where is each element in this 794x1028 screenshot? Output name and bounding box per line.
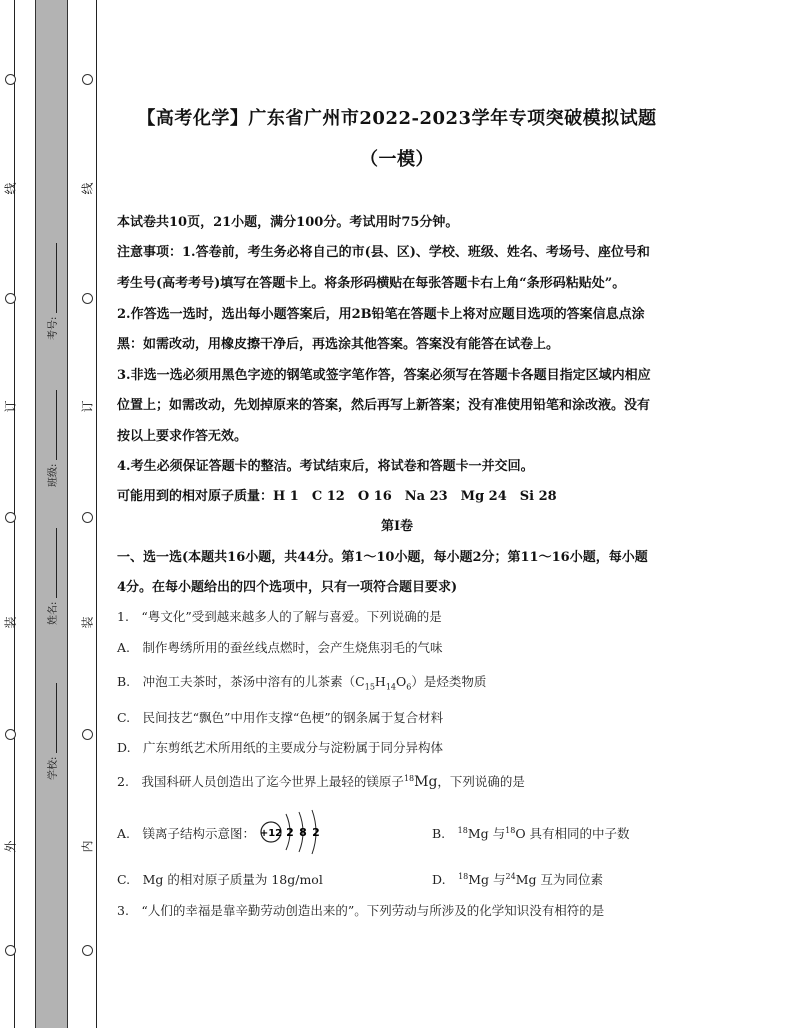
field-underline: [47, 390, 57, 460]
element-symbol: Mg: [414, 774, 438, 790]
shell-electrons: 2: [312, 826, 320, 839]
notes-line: 位置上；如需改动，先划掉原来的答案，然后再写上新答案；没有准使用铅笔和涂改液。没有: [117, 398, 651, 413]
superscript: 18: [458, 871, 469, 881]
stem-text: 2. 我国科研人员创造出了迄今世界上最轻的镁原子: [117, 774, 404, 789]
field-underline: [47, 683, 57, 753]
field-label: 班级:: [48, 463, 59, 487]
margin-char: 外: [3, 840, 18, 853]
binding-hole: [82, 945, 93, 956]
option-text: Mg 与: [467, 826, 506, 841]
section-title: 第Ⅰ卷: [380, 519, 414, 534]
page-title: 【高考化学】广东省广州市2022-2023学年专项突破模拟试题: [137, 108, 657, 129]
option-text: ）是烃类物质: [411, 674, 487, 689]
margin-char: 装: [80, 616, 95, 629]
part-header: 一、选一选(本题共16小题，共44分。第1～10小题，每小题2分；第11～16小题，每小题: [117, 550, 648, 565]
option-text: D.: [432, 872, 459, 887]
option-text: Mg 互为同位素: [515, 872, 603, 887]
option-text: H: [374, 674, 386, 689]
name-field[interactable]: [44, 528, 59, 625]
subscript: 14: [385, 682, 397, 692]
binding-hole: [82, 293, 93, 304]
mg-ion-structure-diagram: [258, 806, 338, 858]
notes-line: 3.非选一选必须用黑色字迹的钢笔或签字笔作答，答案必须写在答题卡各题目指定区域内相应: [117, 368, 651, 383]
notes-line: 按以上要求作答无效。: [117, 429, 248, 444]
margin-char: 内: [80, 840, 95, 853]
school-field[interactable]: [44, 683, 59, 780]
notes-line: 黑：如需改动，用橡皮擦干净后，再选涂其他答案。答案没有能答在试卷上。: [117, 337, 560, 352]
binding-hole: [5, 729, 16, 740]
margin-char: 订: [3, 400, 18, 413]
binding-hole: [82, 729, 93, 740]
field-underline: [47, 243, 57, 313]
question-3-stem: 3. “人们的幸福是靠辛勤劳动创造出来的”。下列劳动与所涉及的化学知识没有相符的是: [117, 903, 605, 918]
superscript: 18: [457, 825, 468, 835]
class-field[interactable]: [44, 390, 59, 487]
subscript: 6: [406, 682, 412, 692]
notes-line: 2.作答选一选时，选出每小题答案后，用2B铅笔在答题卡上将对应题目选项的答案信息点涂: [117, 307, 645, 322]
question-2-option-a[interactable]: A. 镁离子结构示意图：: [117, 826, 256, 841]
question-2-option-d[interactable]: [432, 870, 603, 888]
question-1-option-a[interactable]: A. 制作粤绣所用的蚕丝线点燃时，会产生烧焦羽毛的气味: [117, 640, 443, 655]
question-2-option-b[interactable]: [432, 824, 630, 842]
option-text: Mg 与: [468, 872, 506, 887]
question-1-option-d[interactable]: D. 广东剪纸艺术所用纸的主要成分与淀粉属于同分异构体: [117, 740, 444, 755]
superscript: 24: [505, 871, 516, 881]
superscript: 18: [505, 825, 516, 835]
margin-char: 线: [3, 182, 18, 195]
notes-line: 考生号(高考考号)填写在答题卡上。将条形码横贴在每张答题卡右上角“条形码粘贴处”。: [117, 276, 626, 291]
binding-hole: [5, 74, 16, 85]
question-2-option-c[interactable]: C. Mg 的相对原子质量为 18g/mol: [117, 872, 323, 887]
margin-char: 订: [80, 400, 95, 413]
margin-char: 线: [80, 182, 95, 195]
nucleus-charge: +12: [259, 828, 283, 839]
field-label: 学校:: [48, 756, 59, 780]
stem-text: ，下列说确的是: [437, 774, 525, 789]
field-label: 考号:: [48, 316, 59, 340]
notes-line: 注意事项：1.答卷前，考生务必将自己的市(县、区)、学校、班级、姓名、考场号、座位号和: [117, 245, 650, 260]
notes-line: 4.考生必须保证答题卡的整洁。考试结束后，将试卷和答题卡一并交回。: [117, 459, 534, 474]
question-1-option-b[interactable]: [117, 672, 486, 692]
binding-hole: [5, 293, 16, 304]
field-label: 姓名:: [48, 601, 59, 625]
margin-char: 装: [3, 616, 18, 629]
option-text: O: [396, 674, 407, 689]
subscript: 15: [364, 682, 375, 692]
option-text: B.: [432, 826, 458, 841]
field-underline: [47, 528, 57, 598]
exam-number-field[interactable]: [44, 243, 59, 340]
option-text: O 具有相同的中子数: [515, 826, 630, 841]
question-1-option-c[interactable]: C. 民间技艺“飘色”中用作支撑“色梗”的钢条属于复合材料: [117, 710, 444, 725]
binding-hole: [82, 74, 93, 85]
part-header: 4分。在每小题给出的四个选项中，只有一项符合题目要求): [117, 580, 458, 595]
question-1-stem: 1. “粤文化”受到越来越多人的了解与喜爱。下列说确的是: [117, 609, 442, 624]
superscript: 18: [403, 773, 415, 783]
atomic-mass-line: 可能用到的相对原子质量：H 1 C 12 O 16 Na 23 Mg 24 Si 28: [117, 489, 557, 504]
question-2-stem: [117, 772, 525, 790]
page-subtitle: （一模）: [360, 149, 434, 170]
shell-electrons: 2: [286, 826, 294, 839]
shell-electrons: 8: [299, 826, 307, 839]
binding-hole: [5, 945, 16, 956]
intro-text: 本试卷共10页，21小题，满分100分。考试用时75分钟。: [117, 215, 459, 230]
option-text: B. 冲泡工夫茶时，茶汤中溶有的儿茶素（C: [117, 674, 365, 689]
